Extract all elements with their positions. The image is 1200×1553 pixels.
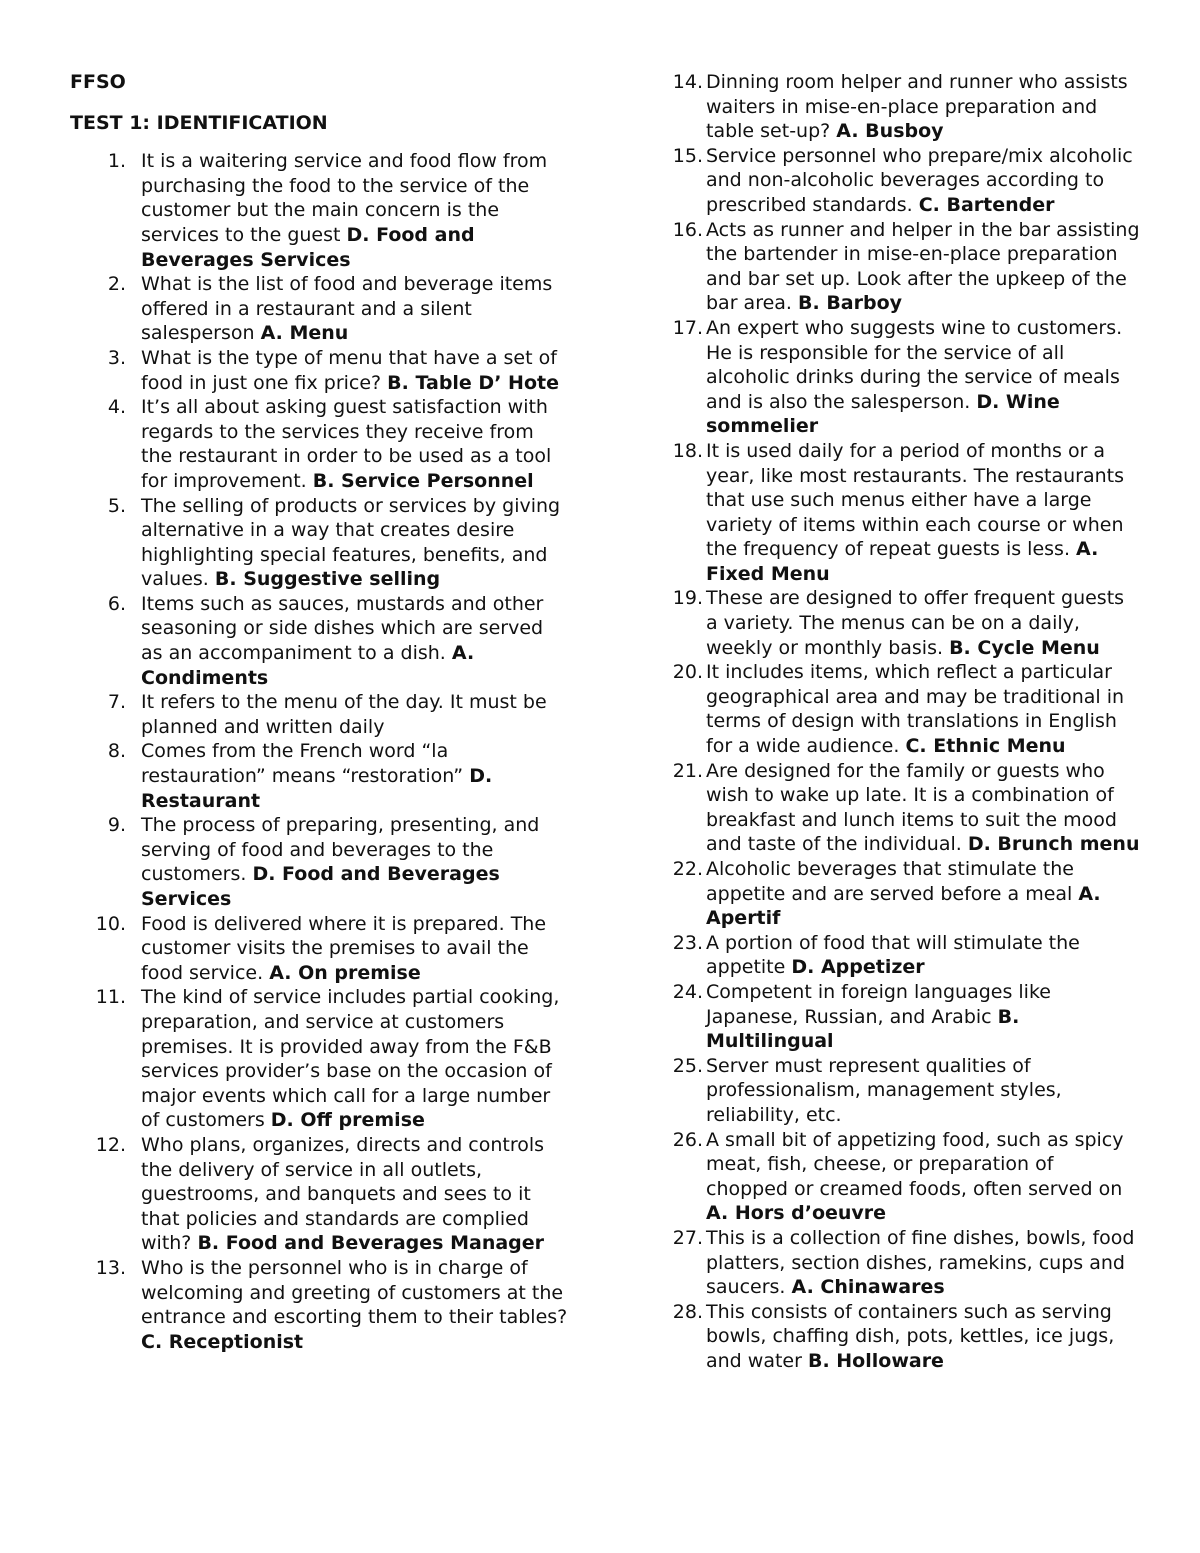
question-number: 6.: [107, 592, 126, 615]
question-text: Service personnel who prepare/mix alcoholic and non-alcoholic beverages according to prescribed standards.: [706, 144, 1133, 216]
question-item: [665, 857, 1140, 931]
question-item: [70, 592, 570, 690]
question-number: 26.: [672, 1128, 703, 1151]
question-number: 13.: [95, 1256, 126, 1279]
question-number: 27.: [672, 1226, 703, 1249]
question-item: [665, 144, 1140, 218]
question-text: It includes items, which reflect a particular geographical area and may be traditional in terms of design with translations in English for a wide audience.: [706, 661, 1125, 758]
question-text: The selling of products or services by giving alternative in a way that creates desire highlighting special features, benefits, and values.: [141, 494, 561, 591]
answer-text: A. Apertif: [706, 882, 1101, 930]
question-item: [665, 316, 1140, 439]
question-number: 25.: [672, 1054, 703, 1077]
question-item: [70, 1133, 570, 1256]
answer-text: A. On premise: [269, 961, 421, 984]
question-text: What is the list of food and beverage items offered in a restaurant and a silent salesperson: [141, 273, 553, 345]
answer-text: A. Hors d’oeuvre: [706, 1202, 887, 1225]
question-text: What is the type of menu that have a set of food in just one fix price?: [141, 346, 557, 394]
answer-text: B. Holloware: [807, 1349, 944, 1372]
answer-text: C. Bartender: [918, 193, 1055, 216]
question-number: 12.: [95, 1133, 126, 1156]
answer-text: A. Menu: [260, 322, 349, 345]
question-item: [665, 586, 1140, 660]
question-number: 3.: [107, 346, 126, 369]
question-item: [665, 1054, 1140, 1128]
question-text: Who is the personnel who is in charge of welcoming and greeting of customers at the entrance and escorting them to their tables?: [141, 1256, 568, 1329]
question-number: 5.: [107, 494, 126, 517]
answer-text: D. Wine sommelier: [706, 390, 1060, 438]
question-number: 4.: [107, 396, 126, 419]
question-text: An expert who suggests wine to customers. He is responsible for the service of all alcoholic drinks during the service of meals and is also the salesperson.: [706, 316, 1123, 413]
question-item: [665, 1226, 1140, 1300]
answer-text: D. Brunch menu: [967, 833, 1140, 856]
question-text: The process of preparing, presenting, and serving of food and beverages to the customers.: [141, 814, 540, 886]
question-number: 7.: [107, 691, 126, 714]
answer-text: A. Fixed Menu: [706, 538, 1099, 585]
question-text: It refers to the menu of the day. It must be planned and written daily: [141, 691, 547, 738]
question-number: 8.: [107, 740, 126, 763]
question-text: Alcoholic beverages that stimulate the appetite and are served before a meal: [706, 858, 1079, 905]
question-item: [70, 912, 570, 986]
test-heading: TEST 1: IDENTIFICATION: [70, 111, 328, 134]
answer-text: D. Appetizer: [791, 956, 925, 979]
question-item: [665, 931, 1140, 980]
question-text: Food is delivered where it is prepared. The customer visits the premises to avail the food service.: [141, 912, 547, 984]
question-text: It is used daily for a period of months or a year, like most restaurants. The restaurants that use such menus either have a large variety of items within each course or when the frequency of repeat guests is less.: [706, 439, 1124, 561]
answer-text: A. Busboy: [836, 120, 944, 143]
answer-text: B. Suggestive selling: [214, 568, 441, 591]
answer-text: D. Food and Beverages Services: [141, 223, 475, 271]
question-text: Comes from the French word “la restauration” means “restoration”: [141, 740, 470, 788]
question-number: 15.: [672, 144, 703, 167]
question-number: 18.: [672, 439, 703, 462]
question-text: It is a waitering service and food flow from purchasing the food to the service of the customer but the main concern is the services to the guest: [141, 150, 548, 246]
question-text: The kind of service includes partial cooking, preparation, and service at customers premises. It is provided away from the F&B services provider’s base on the occasion of major events which call for a large number of customers: [141, 986, 560, 1132]
answer-text: D. Food and Beverages Services: [141, 863, 500, 910]
answer-text: B. Multilingual: [706, 1005, 1020, 1053]
question-item: [70, 346, 570, 395]
question-text: Are designed for the family or guests who wish to wake up late. It is a combination of breakfast and lunch items to suit the mood and taste of the individual.: [706, 759, 1117, 856]
document-title: FFSO: [70, 71, 126, 93]
question-text: This consists of containers such as serving bowls, chaffing dish, pots, kettles, ice jugs, and water: [706, 1300, 1115, 1372]
question-item: [665, 70, 1140, 144]
question-item: [665, 1300, 1140, 1374]
answer-text: B. Service Personnel: [312, 469, 534, 492]
question-item: [70, 739, 570, 813]
question-item: [665, 439, 1140, 587]
question-item: [70, 813, 570, 911]
question-number: 14.: [672, 71, 703, 93]
answer-text: D. Off premise: [270, 1109, 425, 1132]
question-text: Acts as runner and helper in the bar assisting the bartender in mise-en-place preparation and bar set up. Look after the upkeep of the bar area.: [706, 218, 1140, 315]
question-item: [70, 690, 570, 739]
answer-text: C. Receptionist: [141, 1330, 304, 1353]
question-text: It’s all about asking guest satisfaction with regards to the services they receive from the restaurant in order to be used as a tool for improvement.: [141, 396, 552, 492]
question-number: 20.: [672, 661, 703, 684]
question-list-right: [665, 70, 1140, 1373]
question-item: [665, 980, 1140, 1054]
question-list-left: [70, 149, 570, 1354]
question-item: [665, 1128, 1140, 1226]
question-text: This is a collection of fine dishes, bowls, food platters, section dishes, ramekins, cups and saucers.: [706, 1226, 1135, 1299]
answer-text: B. Cycle Menu: [949, 636, 1100, 659]
question-number: 1.: [107, 150, 126, 173]
question-item: [665, 660, 1140, 758]
answer-text: B. Barboy: [798, 292, 903, 315]
answer-text: C. Ethnic Menu: [905, 735, 1066, 758]
question-number: 11.: [95, 986, 126, 1009]
answer-text: B. Table D’ Hote: [387, 371, 559, 394]
question-number: 17.: [672, 316, 703, 339]
question-item: [70, 272, 570, 346]
question-number: 21.: [672, 759, 703, 782]
answer-text: B. Food and Beverages Manager: [197, 1232, 545, 1255]
question-item: [665, 759, 1140, 857]
question-number: 24.: [672, 980, 703, 1003]
question-text: Who plans, organizes, directs and controls the delivery of service in all outlets, guestrooms, and banquets and sees to it that policies and standards are complied with?: [141, 1133, 545, 1255]
question-item: [665, 218, 1140, 316]
question-text: Server must represent qualities of professionalism, management styles, reliability, etc.: [706, 1054, 1062, 1126]
question-item: [70, 985, 570, 1133]
answer-text: A. Condiments: [141, 642, 475, 689]
question-text: A small bit of appetizing food, such as spicy meat, fish, cheese, or preparation of chopped or creamed foods, often served on: [706, 1128, 1124, 1200]
question-item: [70, 395, 570, 493]
question-item: [70, 494, 570, 592]
question-text: A portion of food that will stimulate the appetite: [706, 931, 1080, 979]
question-text: These are designed to offer frequent guests a variety. The menus can be on a daily, weekly or monthly basis.: [706, 587, 1125, 659]
question-number: 16.: [672, 218, 703, 241]
question-text: Competent in foreign languages like Japanese, Russian, and Arabic: [706, 980, 1051, 1028]
answer-text: A. Chinawares: [791, 1276, 945, 1299]
question-text: Items such as sauces, mustards and other seasoning or side dishes which are served as an accompaniment to a dish.: [141, 592, 544, 665]
left-column: [70, 70, 570, 1354]
question-number: 9.: [107, 814, 126, 837]
question-number: 10.: [95, 912, 126, 935]
question-number: 22.: [672, 858, 703, 880]
question-number: 2.: [107, 273, 126, 296]
question-number: 19.: [672, 587, 703, 610]
question-number: 28.: [672, 1300, 703, 1323]
right-column: [665, 70, 1140, 1373]
question-item: [70, 149, 570, 272]
question-number: 23.: [672, 931, 703, 954]
question-item: [70, 1256, 570, 1354]
question-text: Dinning room helper and runner who assists waiters in mise-en-place preparation and table set-up?: [706, 71, 1128, 143]
answer-text: D. Restaurant: [141, 765, 493, 812]
